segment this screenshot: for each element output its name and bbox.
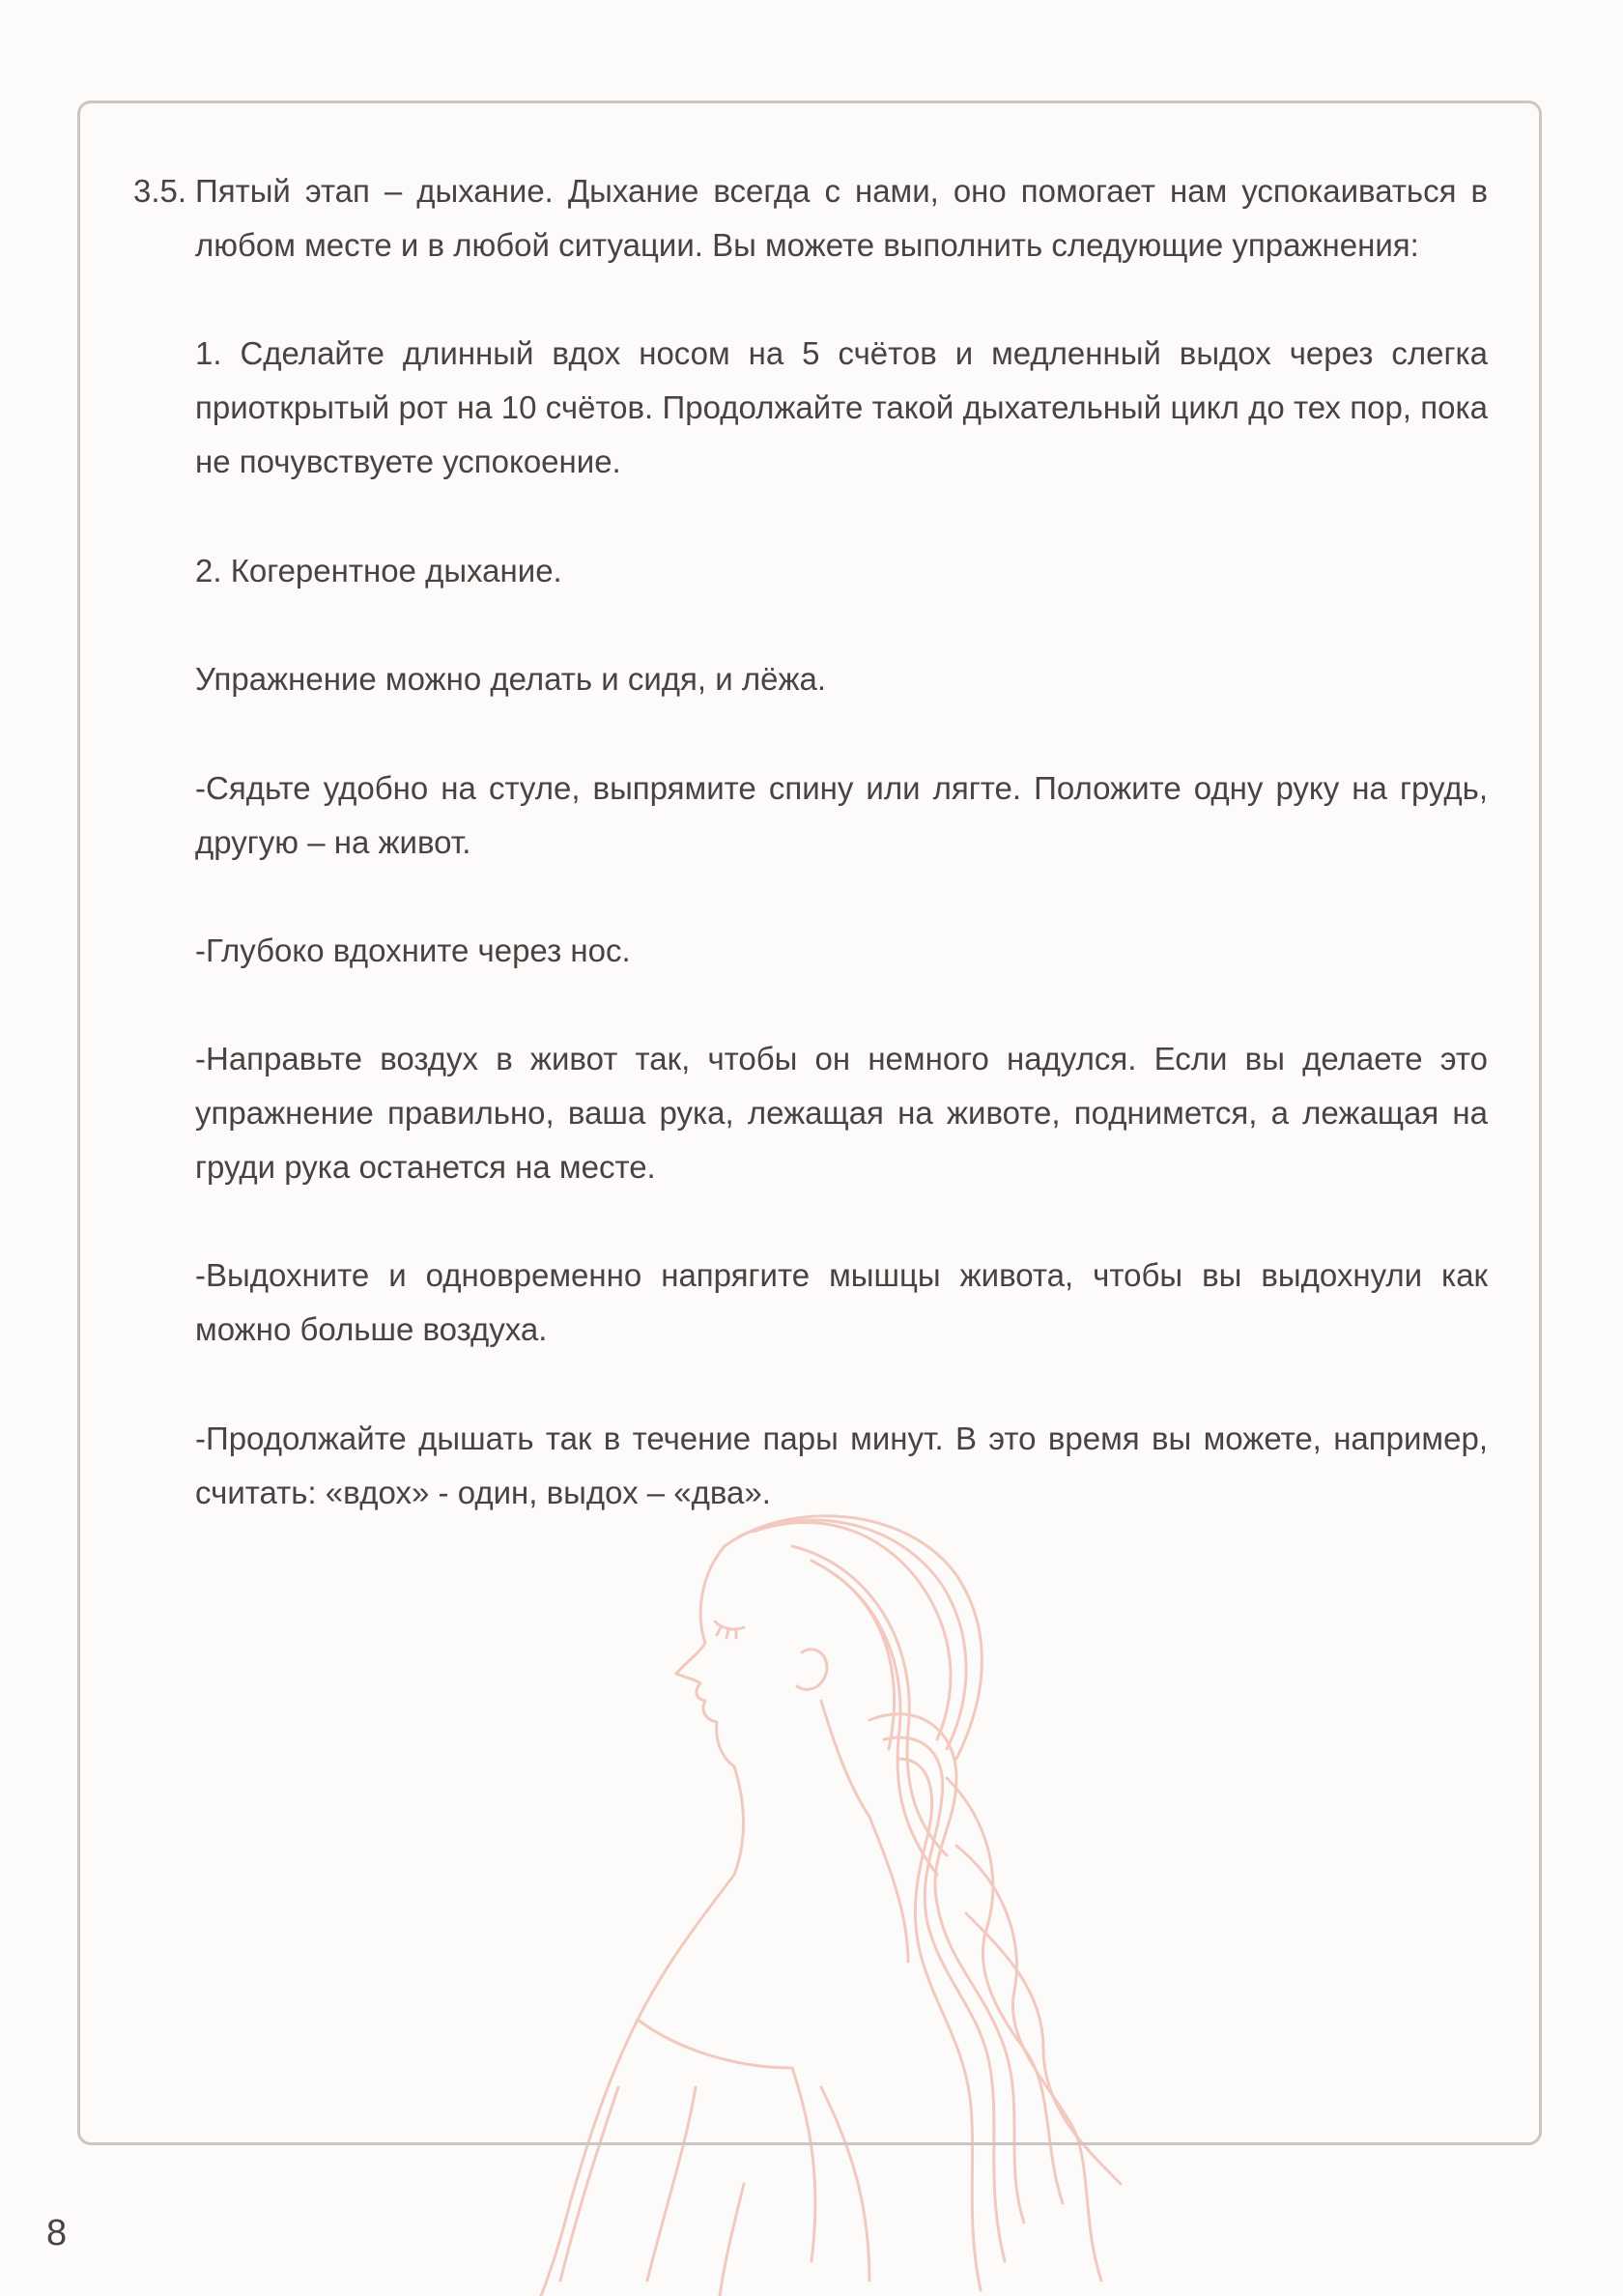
section-3-5 — [133, 164, 1488, 273]
paragraph-step-sit: -Сядьте удобно на стуле, выпрямите спину или лягте. Положите одну руку на грудь, другую – на живот. — [195, 770, 1488, 860]
paragraph-step-continue: -Продолжайте дышать так в течение пары минут. В это время вы можете, например, считать: «вдох» - один, выдох – «два». — [195, 1421, 1488, 1510]
section-number: 3.5. — [133, 173, 187, 209]
paragraph-step-exhale: -Выдохните и одновременно напрягите мышцы живота, чтобы вы выдохнули как можно больше воздуха. — [195, 1257, 1488, 1347]
paragraph-exercise-2: 2. Когерентное дыхание. — [195, 553, 562, 588]
paragraph-step-belly: -Направьте воздух в живот так, чтобы он немного надулся. Если вы делаете это упражнение правильно, ваша рука, лежащая на животе, поднимется, а лежащая на груди рука останется на месте. — [195, 1041, 1488, 1185]
paragraph-position-note: Упражнение можно делать и сидя, и лёжа. — [195, 661, 827, 697]
paragraph-exercise-1: 1. Сделайте длинный вдох носом на 5 счётов и медленный выдох через слегка приоткрытый рот на 10 счётов. Продолжайте такой дыхательный цикл до тех пор, пока не почувствуете успокоение. — [195, 335, 1488, 479]
section-intro-text: Пятый этап – дыхание. Дыхание всегда с нами, оно помогает нам успокаиваться в любом месте и в любой ситуации. Вы можете выполнить следующие упражнения: — [195, 173, 1488, 263]
paragraph-step-inhale: -Глубоко вдохните через нос. — [195, 933, 631, 968]
page-number: 8 — [46, 2213, 68, 2253]
